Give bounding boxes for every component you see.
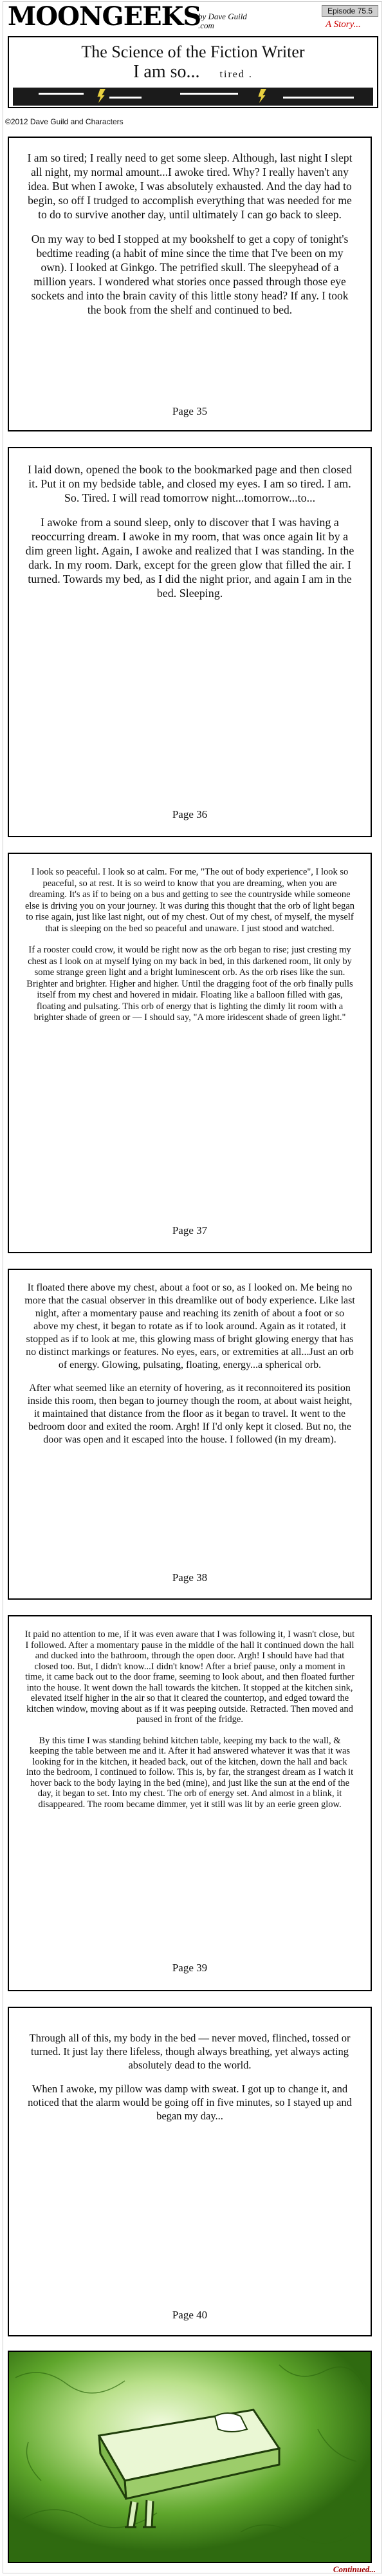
comic-header xyxy=(5,3,381,116)
episode-badge: Episode 75.5 xyxy=(322,5,378,17)
speed-line xyxy=(283,97,354,99)
copyright-notice: ©2012 Dave Guild and Characters xyxy=(5,117,124,126)
story-paragraph: On my way to bed I stopped at my bookshelf to get a copy of tonight's bedtime reading (a habit of mine since the time that I've been on my own). I looked at Ginkgo. The petrified skull. The sleepyhead of a million years. I wondered what stories once passed through those eye sockets and into the brain cavity of this little stony head? If any. I took the book from the shelf and continued to bed. xyxy=(31,232,349,316)
story-panel-page-37 xyxy=(8,853,372,1253)
page-number: Page 35 xyxy=(172,405,208,417)
dream-illustration-panel xyxy=(8,2351,372,2563)
story-panel-page-40 xyxy=(8,2007,372,2336)
title-banner xyxy=(8,36,378,108)
story-paragraph: It paid no attention to me, if it was even aware that I was following it, I wasn't close, but I followed. After a momentary pause in the middle of the hall it continued down the hall and ducked into the bathroom, through the open door. Argh! I should have had that closed too. But, I didn't know...I didn't know! After a brief pause, only a moment in time, it came back out to the door frame, seeming to look about, and then floated further into the house. It went down the hall towards the kitchen. It stopped at the kitchen sink, elevated itself higher in the air so that it cleared the countertop, and edged toward the kitchen window, moving about as if it was peeping outside. Retracted. Then moved and paused in front of the fridge. xyxy=(24,1629,355,1725)
story-paragraph: It floated there above my chest, about a foot or so, as I looked on. Me being no more that the casual observer in this dreamlike out of body experience. Like last night, after a momentary pause and reaching its zenith of about a foot or so above my chest, it began to rotate as if to look around. Again as it rotated, it stopped as if to look at me, this glowing mass of bright glowing energy that has no distinct markings or features. No eyes, ears, or extremities at all...Just an orb of energy. Glowing, pulsating, floating, energy...a spherical orb. xyxy=(24,1282,355,1370)
page-number: Page 38 xyxy=(172,1571,208,1584)
speed-line xyxy=(180,93,238,95)
story-panel-page-36 xyxy=(8,447,372,837)
title-strip-illustration xyxy=(13,88,373,106)
story-paragraph: By this time I was standing behind kitchen table, keeping my back to the wall, & keeping the table between me and it. After it had answered whatever it was that it was looking for in the kitchen, it headed back, out of the kitchen, down the hall and back into the bedroom, I continued to follow. This is, by far, the strangest dream as I watch it hover back to the body laying in the bed (mine), and just like the sun at the end of the day, it began to set. Into my chest. The orb of energy set. And almost in a blink, it disappeared. The room became dimmer, yet it still was lit by an eerie green glow. xyxy=(26,1735,354,1810)
speed-line xyxy=(109,97,142,99)
story-tag: A Story... xyxy=(326,19,361,30)
story-paragraph: I awoke from a sound sleep, only to discover that I was having a reoccurring dream. I awoke in my room, that was once again lit by a dim green light. Again, I awoke and realized that I was standing. In the dark. In my room. Dark, except for the green glow that filled the air. I turned. Towards my bed, as I did the night prior, and again I am in the bed. Sleeping. xyxy=(25,516,354,600)
page-number: Page 36 xyxy=(172,808,208,820)
story-panel-page-39 xyxy=(8,1615,372,1991)
subtitle-small: tired . xyxy=(219,69,253,80)
green-glow-illustration xyxy=(9,2352,371,2562)
continued-label: Continued... xyxy=(333,2564,376,2574)
story-paragraph: When I awoke, my pillow was damp with sweat. I got up to change it, and noticed that the alarm would be going off in five minutes, so I stayed up and began my day... xyxy=(28,2083,352,2122)
lightning-icon xyxy=(257,89,266,103)
story-panel-page-35 xyxy=(8,137,372,431)
story-paragraph: Through all of this, my body in the bed — never moved, flinched, tossed or turned. It just lay there lifeless, though always breathing, yet always acting absolutely dead to the world. xyxy=(29,2032,351,2071)
story-paragraph: If a rooster could crow, it would be right now as the orb began to rise; just cresting my chest as I look on at myself lying on my back in bed, in this darkened room, lit only by some strange green light and a bright luminescent orb. As the orb rises like the sun. Brighter and brighter. Higher and higher. Until the dragging foot of the orb finally pulls itself from my chest and hovered in midair. Floating like a balloon filled with gas, floating and pulsating. This orb of energy that is lighting the dimly lit room with a brighter shade of green or — I should say, "A more iridescent shade of green light." xyxy=(26,945,353,1023)
story-paragraph: After what seemed like an eternity of hovering, as it reconnoitered its position inside this room, then began to journey though the room, at about waist height, it maintained that distance from the floor as it began to travel. It went to the bedroom door and exited the room. Argh! If I'd only kept it closed. But no, the door was open and it escaped into the house. I followed (in my dream). xyxy=(27,1383,353,1445)
subtitle-main: I am so... xyxy=(133,62,200,82)
speed-line xyxy=(39,93,84,95)
site-domain-suffix: .com xyxy=(198,21,214,30)
story-paragraph: I laid down, opened the book to the bookmarked page and then closed it. Put it on my bedside table, and closed my eyes. I am so tired. I am. So. Tired. I will read tomorrow night...tomorrow...to... xyxy=(27,463,353,504)
story-panel-page-38 xyxy=(8,1269,372,1600)
story-paragraph: I look so peaceful. I look so at calm. For me, "The out of body experience", I look so peaceful, so at rest. It is so weird to know that you are dreaming, when you are dreaming. It's as if to being on a bus and getting to see the countryside while someone else is driving you on your journey. It was during this thought that the orb of light began to rise again, just like last night, out of my chest. Out of my chest, of myself, the myself that is sleeping on the bed so peaceful and unaware. I just stood and watched. xyxy=(24,867,355,934)
page-number: Page 39 xyxy=(172,1962,208,1974)
comic-subtitle xyxy=(9,62,377,82)
page-number: Page 40 xyxy=(172,2309,208,2321)
comic-title: The Science of the Fiction Writer xyxy=(81,43,305,61)
site-logo[interactable]: MOONGEEKS xyxy=(8,1,201,32)
author-byline: by Dave Guild xyxy=(198,12,247,21)
lightning-icon xyxy=(96,89,106,103)
story-paragraph: I am so tired; I really need to get some sleep. Although, last night I slept all night, my normal amount...I awoke tired. Why? I really haven't any idea. But when I awoke, I was absolutely exhausted. And the day had to begin, so off I trudged to accomplish everything that was needed for me to do to survive another day, until ultimately I can go back to sleep. xyxy=(27,151,353,221)
page-number: Page 37 xyxy=(172,1224,208,1236)
